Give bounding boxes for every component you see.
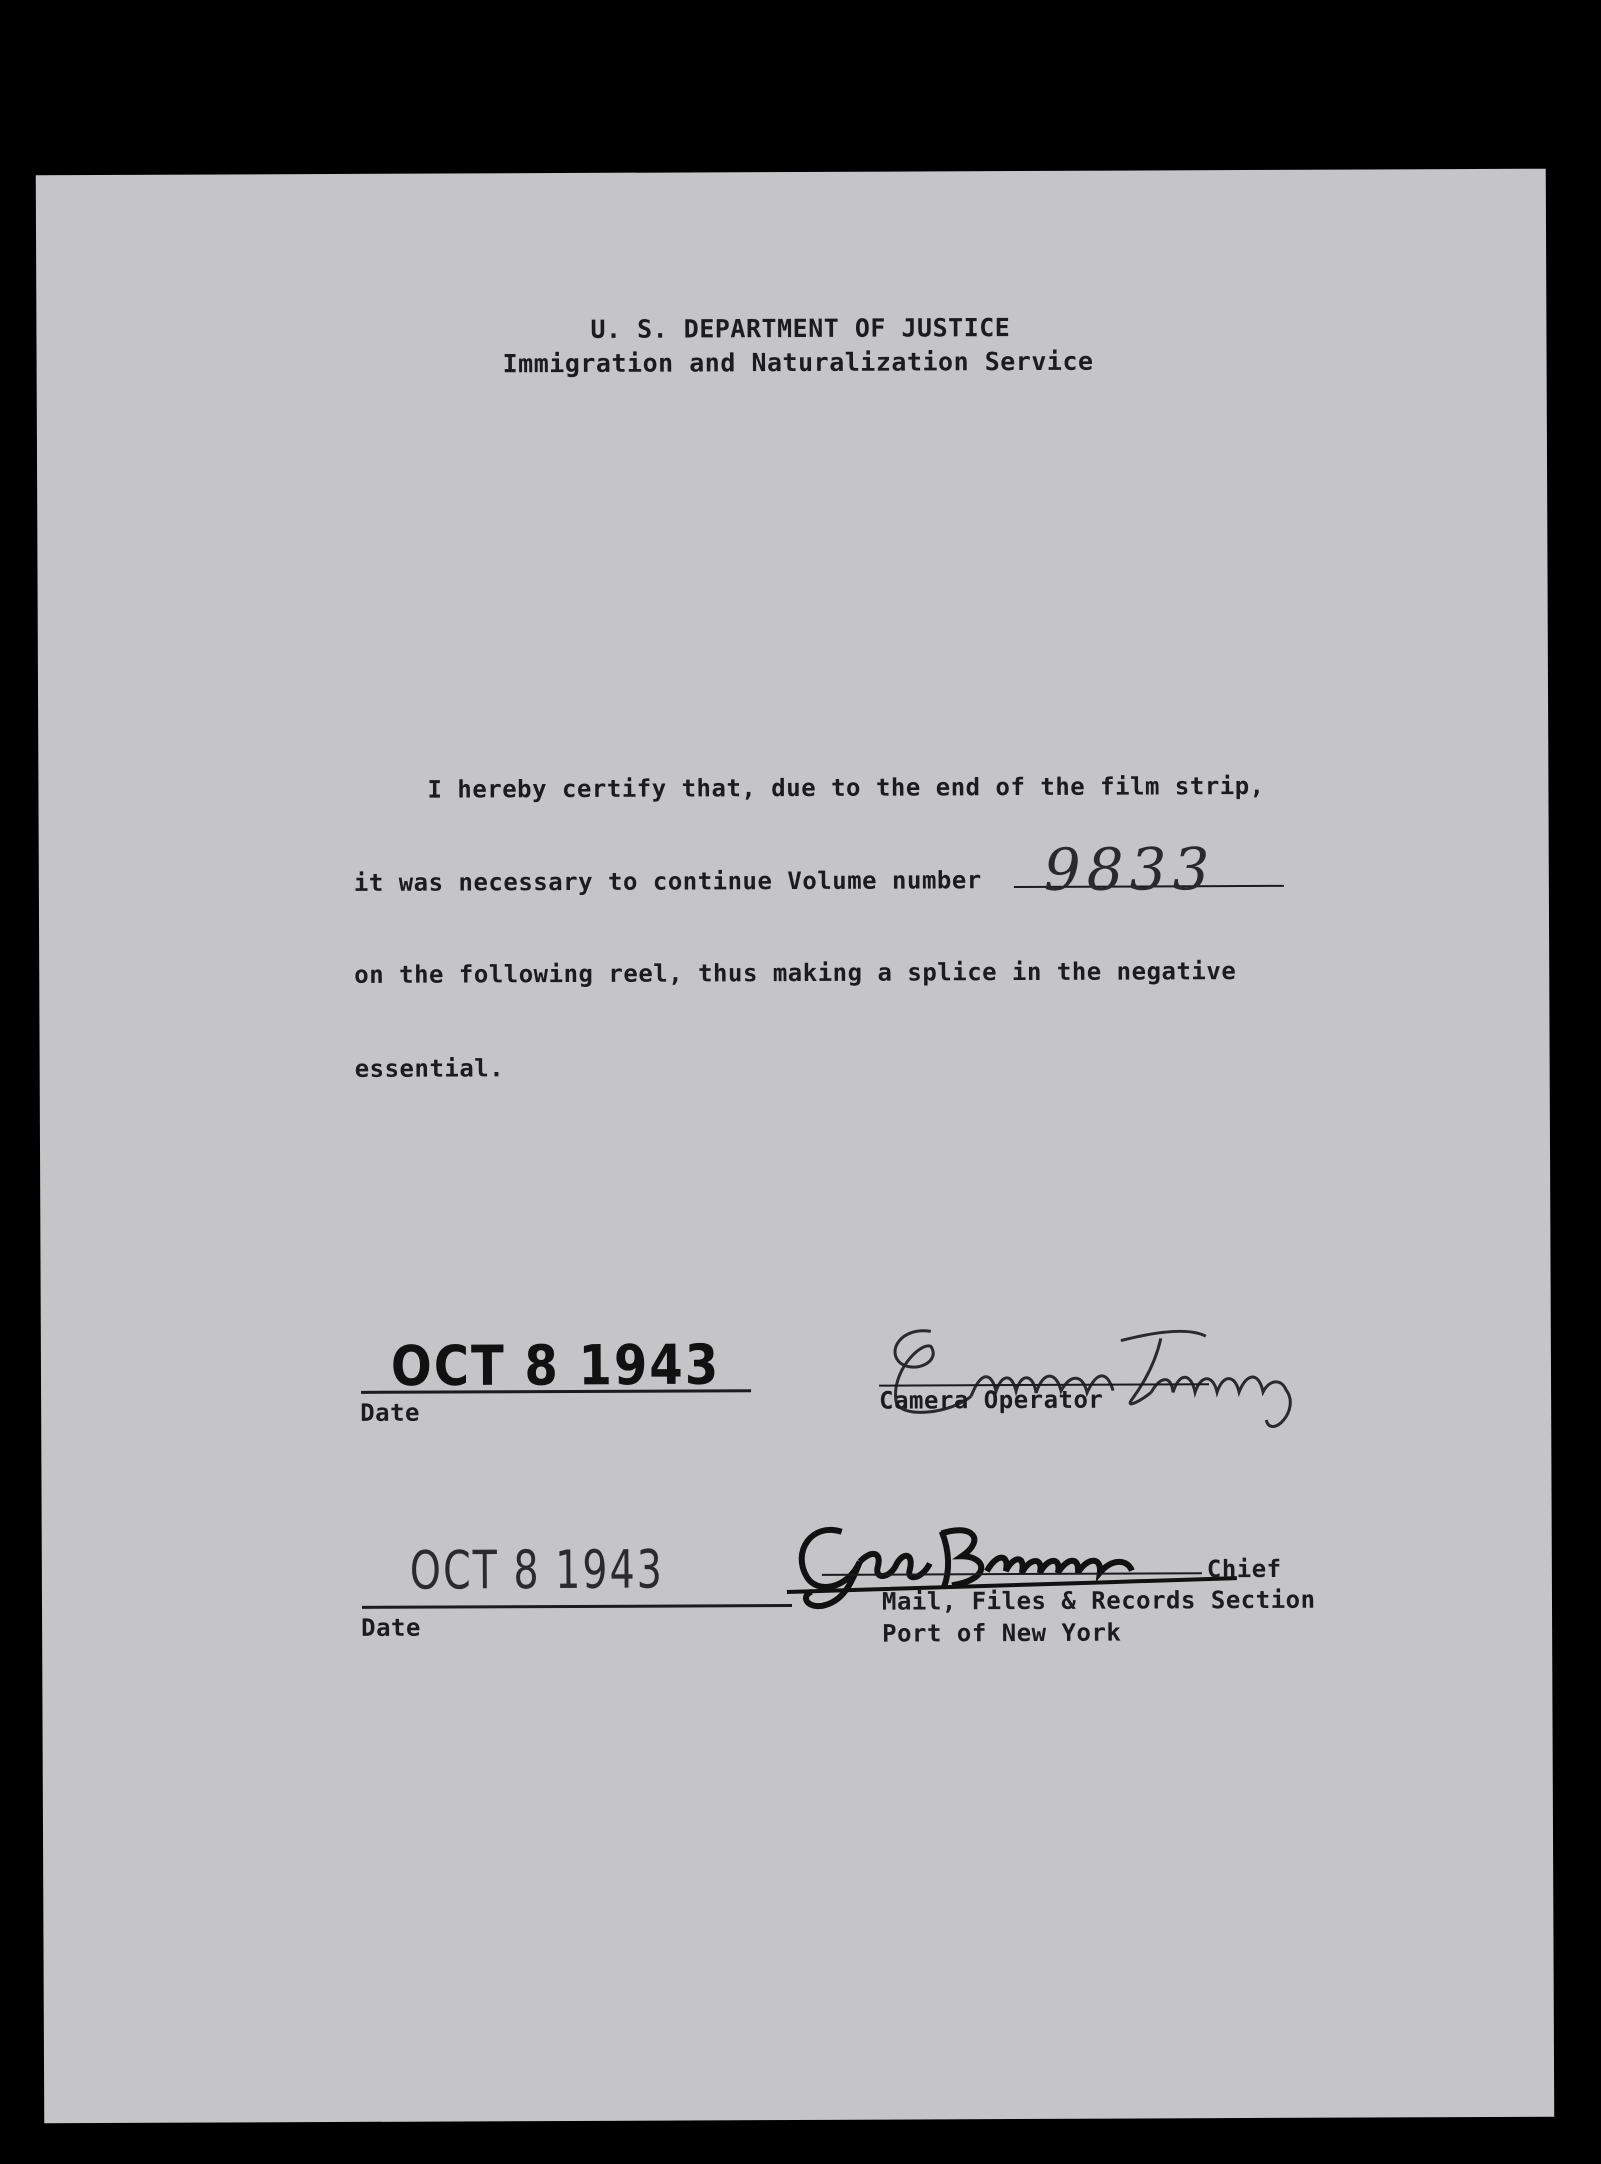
certification-line-1: I hereby certify that, due to the end of the film strip,	[427, 771, 1265, 804]
camera-operator-label: Camera Operator	[879, 1385, 1104, 1415]
date-stamp-2: OCT 8 1943	[409, 1539, 664, 1602]
chief-port: Port of New York	[882, 1618, 1122, 1648]
date-label-1: Date	[360, 1398, 421, 1427]
agency-subtitle: Immigration and Naturalization Service	[502, 346, 1094, 379]
agency-title: U. S. DEPARTMENT OF JUSTICE	[590, 313, 1011, 344]
date-stamp-1: OCT 8 1943	[390, 1333, 721, 1399]
certification-line-4: essential.	[354, 1054, 505, 1083]
chief-section: Mail, Files & Records Section	[881, 1585, 1316, 1616]
volume-number: 9833	[1043, 835, 1216, 904]
date-rule-2	[362, 1604, 792, 1609]
chief-title: Chief	[1206, 1554, 1282, 1584]
document-page	[36, 169, 1554, 2124]
date-label-2: Date	[361, 1613, 421, 1642]
certification-line-2: it was necessary to continue Volume number	[353, 866, 982, 897]
certification-line-3: on the following reel, thus making a splice in the negative	[354, 957, 1237, 989]
camera-operator-signature	[861, 1300, 1332, 1442]
